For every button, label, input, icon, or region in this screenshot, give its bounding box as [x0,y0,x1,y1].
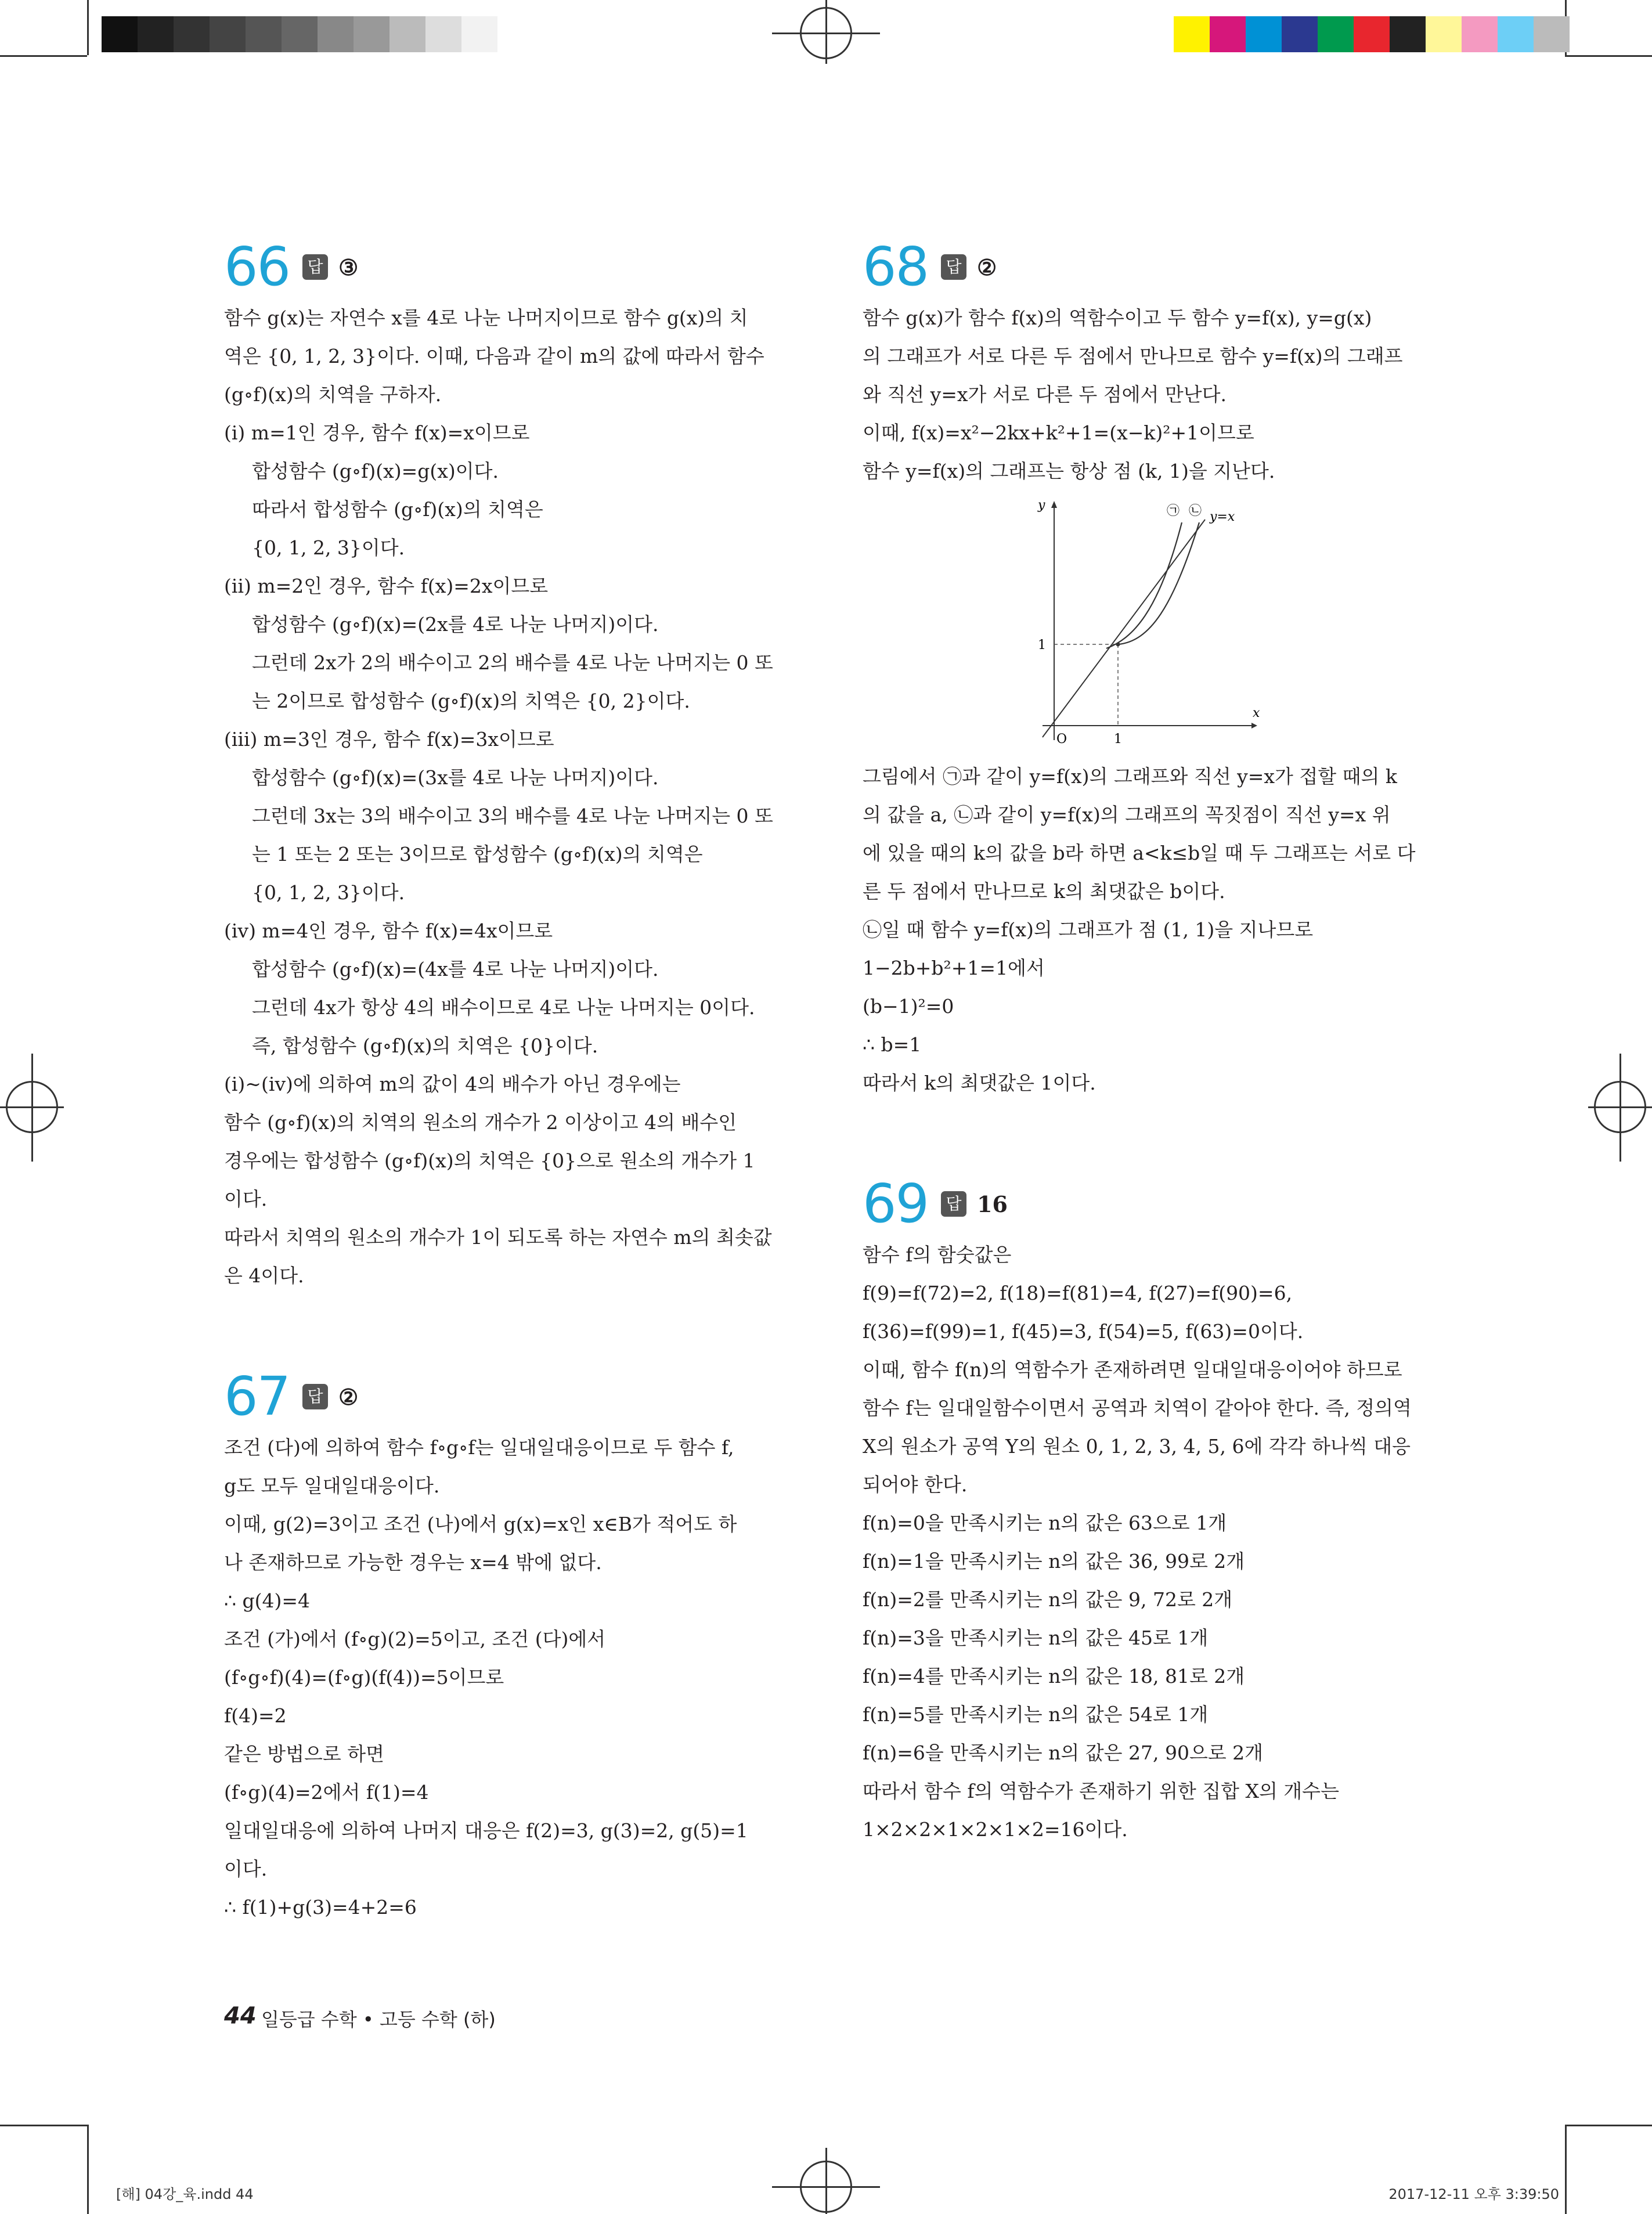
text-line: (ⅰ) m=1인 경우, 함수 f(x)=x이므로 [224,421,530,444]
color-swatch [102,16,138,52]
text-line: 합성함수 (g∘f)(x)=(2x를 4로 나눈 나머지)이다. [252,613,659,636]
text-line: 그림에서 ㉠과 같이 y=f(x)의 그래프와 직선 y=x가 접할 때의 k [863,765,1397,788]
color-swatch [461,16,497,52]
crop-mark [87,2125,89,2214]
registration-mark [825,2148,827,2214]
problem-69-solution [863,1236,1429,1849]
crop-mark [1565,55,1652,57]
text-line: 에 있을 때의 k의 값을 b라 하면 a<k≤b일 때 두 그래프는 서로 다 [863,842,1416,864]
color-swatch [354,16,389,52]
text-line: 일대일대응에 의하여 나머지 대응은 f(2)=3, g(3)=2, g(5)=1 [224,1819,748,1842]
graph-svg [1025,496,1269,752]
page-number: 44 [224,2003,257,2029]
text-line: f(4)=2 [224,1704,287,1727]
problem-68-solution-bottom [863,758,1429,1102]
text-line: 따라서 합성함수 (g∘f)(x)의 치역은 [252,498,543,521]
text-line: 경우에는 합성함수 (g∘f)(x)의 치역은 {0}으로 원소의 개수가 1 [224,1149,755,1172]
curve-2 [1118,522,1199,644]
curve-1 [1106,522,1182,648]
text-line: (b−1)²=0 [863,995,954,1018]
curve-1-label: ㉠ [1167,504,1180,518]
text-line: f(n)=1을 만족시키는 n의 값은 36, 99로 2개 [863,1550,1245,1573]
text-line: {0, 1, 2, 3}이다. [252,536,405,559]
text-line: 는 1 또는 2 또는 3이므로 합성함수 (g∘f)(x)의 치역은 [252,843,703,866]
color-swatch [1210,16,1246,52]
text-line: f(n)=2를 만족시키는 n의 값은 9, 72로 2개 [863,1588,1233,1611]
color-swatch [318,16,354,52]
text-line: 함수 y=f(x)의 그래프는 항상 점 (k, 1)을 지난다. [863,460,1275,482]
problem-67-header [224,1365,790,1429]
text-line: (f∘g)(4)=2에서 f(1)=4 [224,1781,429,1804]
text-line: 함수 g(x)가 함수 f(x)의 역함수이고 두 함수 y=f(x), y=g(x) [863,307,1372,329]
text-line: 즉, 합성함수 (g∘f)(x)의 치역은 {0}이다. [252,1034,598,1057]
text-line: 1×2×2×1×2×1×2=16이다. [863,1818,1128,1841]
text-line: 같은 방법으로 하면 [224,1743,385,1765]
problem-69-header [863,1172,1429,1236]
text-line: (ⅳ) m=4인 경우, 함수 f(x)=4x이므로 [224,920,553,942]
problem-67-solution [224,1429,790,1927]
text-line: f(36)=f(99)=1, f(45)=3, f(54)=5, f(63)=0이다. [863,1320,1304,1343]
answer-badge: 답 [941,254,966,280]
left-column [224,235,790,1927]
color-swatch [389,16,425,52]
line-y-equals-x [1043,520,1205,737]
text-line: f(n)=3을 만족시키는 n의 값은 45로 1개 [863,1627,1209,1649]
text-line: 합성함수 (g∘f)(x)=(3x를 4로 나눈 나머지)이다. [252,766,659,789]
text-line: f(n)=5를 만족시키는 n의 값은 54로 1개 [863,1703,1209,1726]
text-line: 합성함수 (g∘f)(x)=(4x를 4로 나눈 나머지)이다. [252,958,659,980]
text-line: 역은 {0, 1, 2, 3}이다. 이때, 다음과 같이 m의 값에 따라서 함수 [224,345,764,367]
text-line: (ⅱ) m=2인 경우, 함수 f(x)=2x이므로 [224,575,549,597]
answer-badge: 답 [941,1191,966,1217]
text-line: 나 존재하므로 가능한 경우는 x=4 밖에 없다. [224,1551,602,1574]
line-label: y=x [1210,510,1235,524]
color-swatch [1246,16,1282,52]
text-line: f(n)=0을 만족시키는 n의 값은 63으로 1개 [863,1512,1227,1534]
answer-badge: 답 [302,254,328,280]
problem-number: 67 [224,1365,290,1427]
function-graph [1025,496,1269,752]
text-line: 함수 f는 일대일함수이면서 공역과 치역이 같아야 한다. 즉, 정의역 [863,1397,1412,1419]
vertex-point [1116,643,1120,647]
text-line: 른 두 점에서 만나므로 k의 최댓값은 b이다. [863,880,1225,903]
color-swatch [1354,16,1390,52]
text-line: 는 2이므로 합성함수 (g∘f)(x)의 치역은 {0, 2}이다. [252,690,690,712]
text-line: (f∘g∘f)(4)=(f∘g)(f(4))=5이므로 [224,1666,504,1689]
answer-value: 16 [977,1191,1008,1217]
color-swatch [1174,16,1210,52]
text-line: g도 모두 일대일대응이다. [224,1474,440,1497]
problem-number: 66 [224,236,290,298]
text-line: X의 원소가 공역 Y의 원소 0, 1, 2, 3, 4, 5, 6에 각각 하나씩 대응 [863,1435,1411,1458]
text-line: 이때, 함수 f(n)의 역함수가 존재하려면 일대일대응이어야 하므로 [863,1358,1402,1381]
text-line: 이다. [224,1858,268,1880]
text-line: 함수 (g∘f)(x)의 치역의 원소의 개수가 2 이상이고 4의 배수인 [224,1111,737,1134]
text-line: f(n)=4를 만족시키는 n의 값은 18, 81로 2개 [863,1665,1245,1687]
text-line: 의 값을 a, ㉡과 같이 y=f(x)의 그래프의 꼭짓점이 직선 y=x 위 [863,803,1391,826]
color-swatch [425,16,461,52]
text-line: ㉡일 때 함수 y=f(x)의 그래프가 점 (1, 1)을 지나므로 [863,918,1314,941]
problem-66-solution [224,299,790,1295]
text-line: 함수 f의 함숫값은 [863,1243,1012,1266]
text-line: 조건 (다)에 의하여 함수 f∘g∘f는 일대일대응이므로 두 함수 f, [224,1436,734,1459]
color-swatch [246,16,282,52]
text-line: 그런데 4x가 항상 4의 배수이므로 4로 나눈 나머지는 0이다. [252,996,755,1019]
x-tick-label: 1 [1114,732,1122,747]
text-line: 은 4이다. [224,1264,304,1287]
problem-number: 68 [863,236,929,298]
text-line: 함수 g(x)는 자연수 x를 4로 나눈 나머지이므로 함수 g(x)의 치 [224,307,748,329]
text-line: 합성함수 (g∘f)(x)=g(x)이다. [252,460,499,482]
color-swatch [174,16,210,52]
text-line: ∴ b=1 [863,1033,922,1056]
color-swatch [1282,16,1318,52]
origin-label: O [1056,732,1067,747]
right-column [863,235,1429,1849]
text-line: 되어야 한다. [863,1473,968,1496]
text-line: 의 그래프가 서로 다른 두 점에서 만나므로 함수 y=f(x)의 그래프 [863,345,1403,367]
text-line: (ⅲ) m=3인 경우, 함수 f(x)=3x이므로 [224,728,554,751]
text-line: 그런데 2x가 2의 배수이고 2의 배수를 4로 나눈 나머지는 0 또 [252,651,773,674]
x-axis-label: x [1253,706,1260,720]
text-line: {0, 1, 2, 3}이다. [252,881,405,904]
text-line: 이때, f(x)=x²−2kx+k²+1=(x−k)²+1이므로 [863,421,1254,444]
color-swatch [282,16,318,52]
problem-68-solution-top [863,299,1429,491]
crop-mark [0,2125,87,2126]
registration-mark [825,0,827,64]
y-tick-label: 1 [1038,638,1046,652]
answer-value: ② [977,254,997,280]
text-line: 따라서 k의 최댓값은 1이다. [863,1072,1096,1094]
color-swatch [1498,16,1534,52]
text-line: 조건 (가)에서 (f∘g)(2)=5이고, 조건 (다)에서 [224,1628,606,1650]
y-axis-label: y [1038,498,1045,513]
problem-number: 69 [863,1173,929,1235]
curve-2-label: ㉡ [1189,504,1202,518]
y-axis-arrow [1051,501,1057,508]
crop-mark [1565,2125,1652,2126]
answer-value: ② [338,1383,359,1410]
text-line: ∴ g(4)=4 [224,1589,311,1612]
color-swatch [1390,16,1426,52]
answer-badge: 답 [302,1384,328,1409]
x-axis-arrow [1251,723,1257,729]
text-line: 따라서 치역의 원소의 개수가 1이 되도록 하는 자연수 m의 최솟값 [224,1226,772,1249]
problem-66-header [224,235,790,299]
print-timestamp: 2017-12-11 오후 3:39:50 [1388,2186,1559,2202]
text-line: ∴ f(1)+g(3)=4+2=6 [224,1896,417,1919]
registration-mark [1619,1054,1621,1162]
color-swatch [1318,16,1354,52]
color-swatch [1534,16,1570,52]
text-line: 와 직선 y=x가 서로 다른 두 점에서 만난다. [863,383,1227,406]
text-line: 그런데 3x는 3의 배수이고 3의 배수를 4로 나눈 나머지는 0 또 [252,805,773,827]
crop-mark [0,55,87,57]
color-swatch [138,16,174,52]
text-line: 1−2b+b²+1=1에서 [863,957,1045,979]
book-title: 일등급 수학 • 고등 수학 (하) [261,2009,496,2031]
text-line: f(9)=f(72)=2, f(18)=f(81)=4, f(27)=f(90)=6, [863,1282,1293,1304]
color-swatch [210,16,246,52]
crop-mark [87,0,89,55]
answer-value: ③ [338,254,359,280]
registration-mark [31,1054,33,1162]
text-line: (g∘f)(x)의 치역을 구하자. [224,383,442,406]
color-swatch [1462,16,1498,52]
problem-68-header [863,235,1429,299]
color-swatch [1426,16,1462,52]
text-line: 이다. [224,1188,268,1210]
text-line: (ⅰ)~(ⅳ)에 의하여 m의 값이 4의 배수가 아닌 경우에는 [224,1073,681,1095]
text-line: f(n)=6을 만족시키는 n의 값은 27, 90으로 2개 [863,1741,1264,1764]
file-slug: [해] 04강_육.indd 44 [116,2186,254,2202]
text-line: 따라서 함수 f의 역함수가 존재하기 위한 집합 X의 개수는 [863,1780,1339,1802]
text-line: 이때, g(2)=3이고 조건 (나)에서 g(x)=x인 x∈B가 적어도 하 [224,1513,737,1535]
crop-mark [1565,2125,1567,2214]
